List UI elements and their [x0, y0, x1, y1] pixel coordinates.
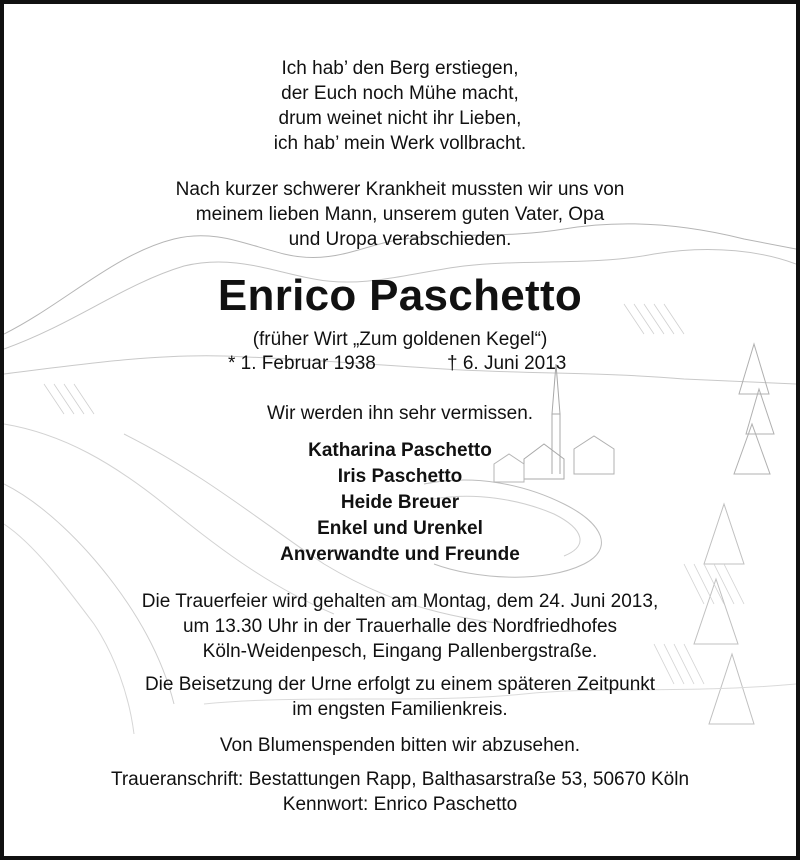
deceased-name: Enrico Paschetto	[217, 271, 583, 320]
poem-line: ich hab’ mein Werk vollbracht.	[273, 133, 527, 154]
intro-line: und Uropa verabschieden.	[288, 229, 512, 250]
condolence-address	[4, 767, 796, 817]
mourner-name: Anverwandte und Freunde	[280, 544, 520, 565]
funeral-line: Köln-Weidenpesch, Eingang Pallenbergstraße.	[202, 641, 598, 662]
funeral-line: Die Trauerfeier wird gehalten am Montag, dem 24. Juni 2013,	[141, 591, 659, 612]
flowers-request: Von Blumenspenden bitten wir abzusehen.	[219, 735, 581, 756]
mourner-name: Katharina Paschetto	[308, 440, 492, 461]
burial-info	[4, 672, 796, 722]
intro-text	[4, 177, 796, 252]
mourners-list	[4, 438, 796, 568]
birth-date: * 1. Februar 1938	[228, 353, 376, 374]
funeral-info	[4, 589, 796, 664]
burial-line: Die Beisetzung der Urne erfolgt zu einem späteren Zeitpunkt	[144, 674, 656, 695]
mourner-name: Enkel und Urenkel	[317, 518, 483, 539]
burial-line: im engsten Familienkreis.	[292, 699, 508, 720]
poem-line: Ich hab’ den Berg erstiegen,	[281, 58, 519, 79]
mourner-name: Iris Paschetto	[337, 466, 463, 487]
funeral-line: um 13.30 Uhr in der Trauerhalle des Nordfriedhofes	[182, 616, 618, 637]
poem-line: drum weinet nicht ihr Lieben,	[278, 108, 522, 129]
miss-statement: Wir werden ihn sehr vermissen.	[266, 403, 534, 424]
address-line: Traueranschrift: Bestattungen Rapp, Balthasarstraße 53, 50670 Köln	[110, 769, 690, 790]
mourner-name: Heide Breuer	[340, 492, 460, 513]
intro-line: meinem lieben Mann, unserem guten Vater, Opa	[195, 204, 605, 225]
intro-line: Nach kurzer schwerer Krankheit mussten wir uns von	[175, 179, 625, 200]
former-occupation: (früher Wirt „Zum goldenen Kegel“)	[252, 329, 548, 350]
notice-content	[4, 4, 796, 856]
death-date: † 6. Juni 2013	[447, 353, 567, 374]
poem	[4, 56, 796, 156]
poem-line: der Euch noch Mühe macht,	[281, 83, 519, 104]
keyword-line: Kennwort: Enrico Paschetto	[282, 794, 518, 815]
